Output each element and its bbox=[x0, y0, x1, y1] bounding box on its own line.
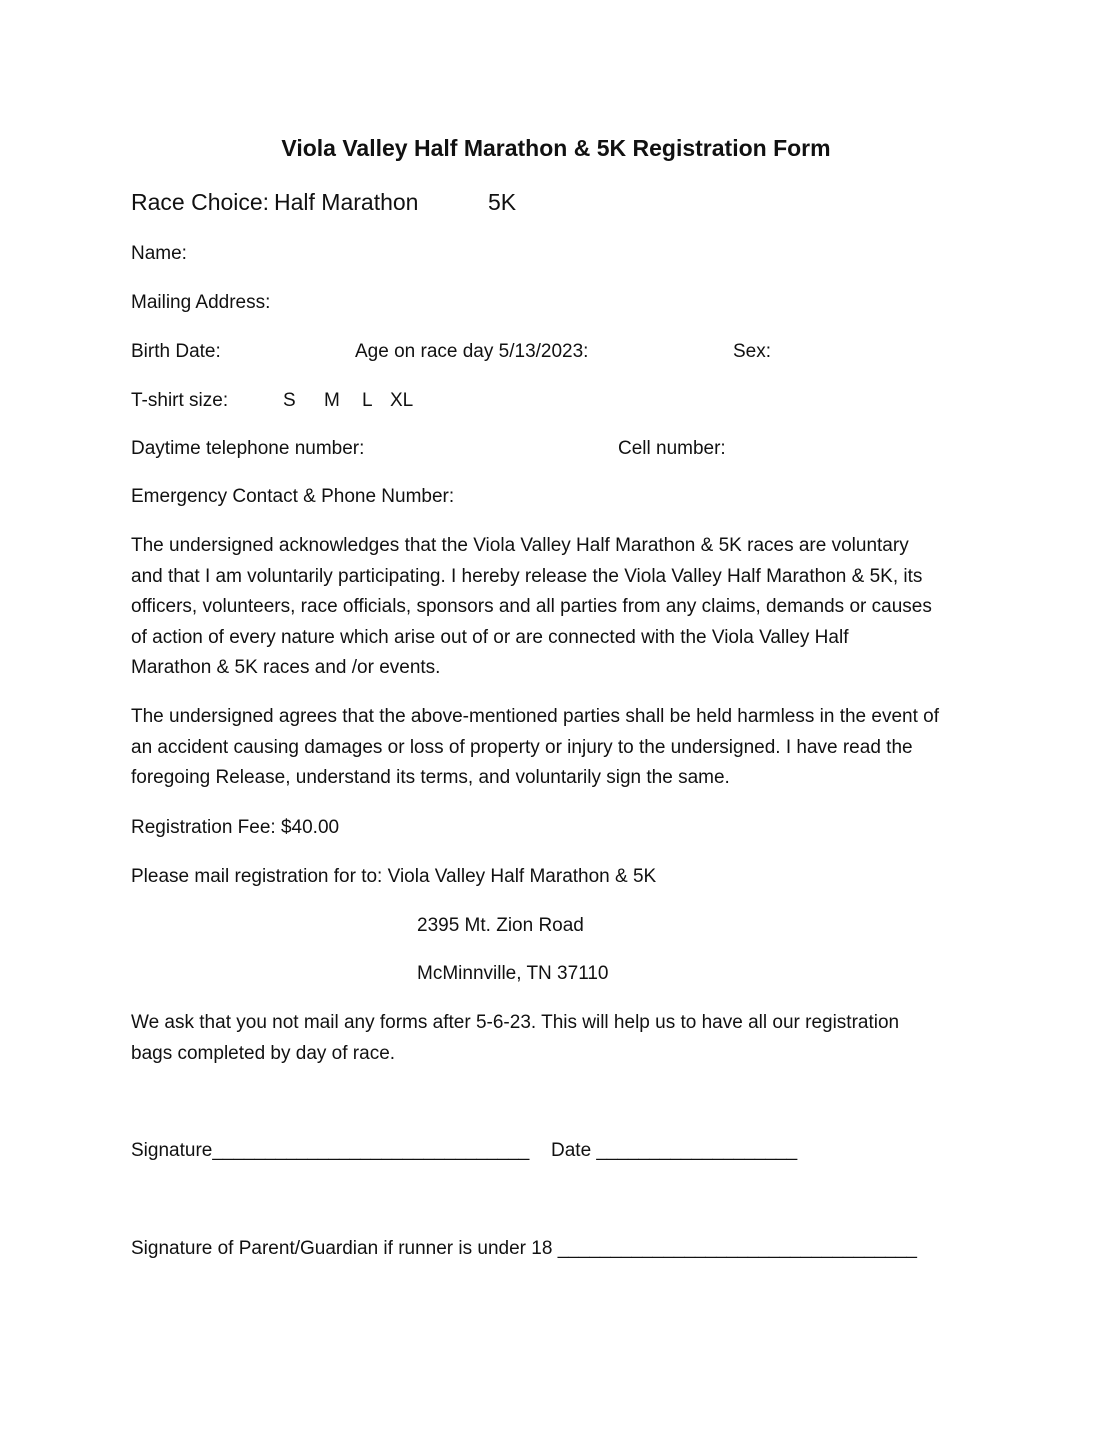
race-option-5k[interactable]: 5K bbox=[488, 189, 517, 215]
mail-to-street: 2395 Mt. Zion Road bbox=[417, 915, 584, 936]
release-line: The undersigned agrees that the above-mentioned parties shall be held harmless in the event of bbox=[131, 706, 940, 727]
form-title: Viola Valley Half Marathon & 5K Registration Form bbox=[281, 135, 831, 161]
cell-number-label: Cell number: bbox=[618, 438, 726, 459]
race-option-half-marathon[interactable]: Half Marathon bbox=[274, 189, 419, 215]
sex-label: Sex: bbox=[733, 341, 772, 362]
release-line: an accident causing damages or loss of property or injury to the undersigned. I have read the bbox=[131, 736, 913, 758]
guardian-signature-line[interactable]: Signature of Parent/Guardian if runner is under 18 __________________________________ bbox=[131, 1238, 917, 1259]
release-paragraph-2 bbox=[131, 702, 991, 794]
date-line[interactable]: Date ___________________ bbox=[551, 1140, 798, 1161]
mailing-address-label: Mailing Address: bbox=[131, 292, 271, 313]
release-line: Marathon & 5K races and /or events. bbox=[131, 657, 441, 678]
emergency-contact-label: Emergency Contact & Phone Number: bbox=[131, 486, 455, 507]
release-line: The undersigned acknowledges that the Viola Valley Half Marathon & 5K races are voluntary bbox=[131, 535, 909, 556]
release-line: and that I am voluntarily participating. I hereby release the Viola Valley Half Marathon & 5K, its bbox=[131, 565, 923, 587]
name-label: Name: bbox=[131, 243, 187, 264]
release-line: officers, volunteers, race officials, sponsors and all parties from any claims, demands or causes bbox=[131, 596, 932, 617]
tshirt-size-s[interactable]: S bbox=[283, 390, 296, 411]
signature-line[interactable]: Signature______________________________ bbox=[131, 1140, 530, 1161]
deadline-line: We ask that you not mail any forms after 5-6-23. This will help us to have all our registration bbox=[131, 1012, 900, 1033]
tshirt-size-l[interactable]: L bbox=[362, 390, 373, 411]
deadline-line: bags completed by day of race. bbox=[131, 1042, 396, 1064]
release-line: of action of every nature which arise out of or are connected with the Viola Valley Half bbox=[131, 626, 849, 648]
birth-date-label: Birth Date: bbox=[131, 341, 221, 362]
race-choice-label: Race Choice: bbox=[131, 189, 270, 215]
daytime-phone-label: Daytime telephone number: bbox=[131, 438, 365, 459]
tshirt-size-m[interactable]: M bbox=[324, 390, 340, 411]
age-on-race-day-label: Age on race day 5/13/2023: bbox=[355, 341, 589, 362]
release-paragraph-1 bbox=[131, 531, 991, 684]
deadline-note bbox=[131, 1008, 991, 1069]
registration-fee: Registration Fee: $40.00 bbox=[131, 817, 340, 838]
tshirt-size-label: T-shirt size: bbox=[131, 390, 229, 411]
release-line: foregoing Release, understand its terms, and voluntarily sign the same. bbox=[131, 767, 730, 788]
tshirt-size-xl[interactable]: XL bbox=[390, 390, 414, 411]
mail-to-label: Please mail registration for to: Viola Valley Half Marathon & 5K bbox=[131, 866, 657, 887]
mail-to-city: McMinnville, TN 37110 bbox=[417, 963, 609, 984]
